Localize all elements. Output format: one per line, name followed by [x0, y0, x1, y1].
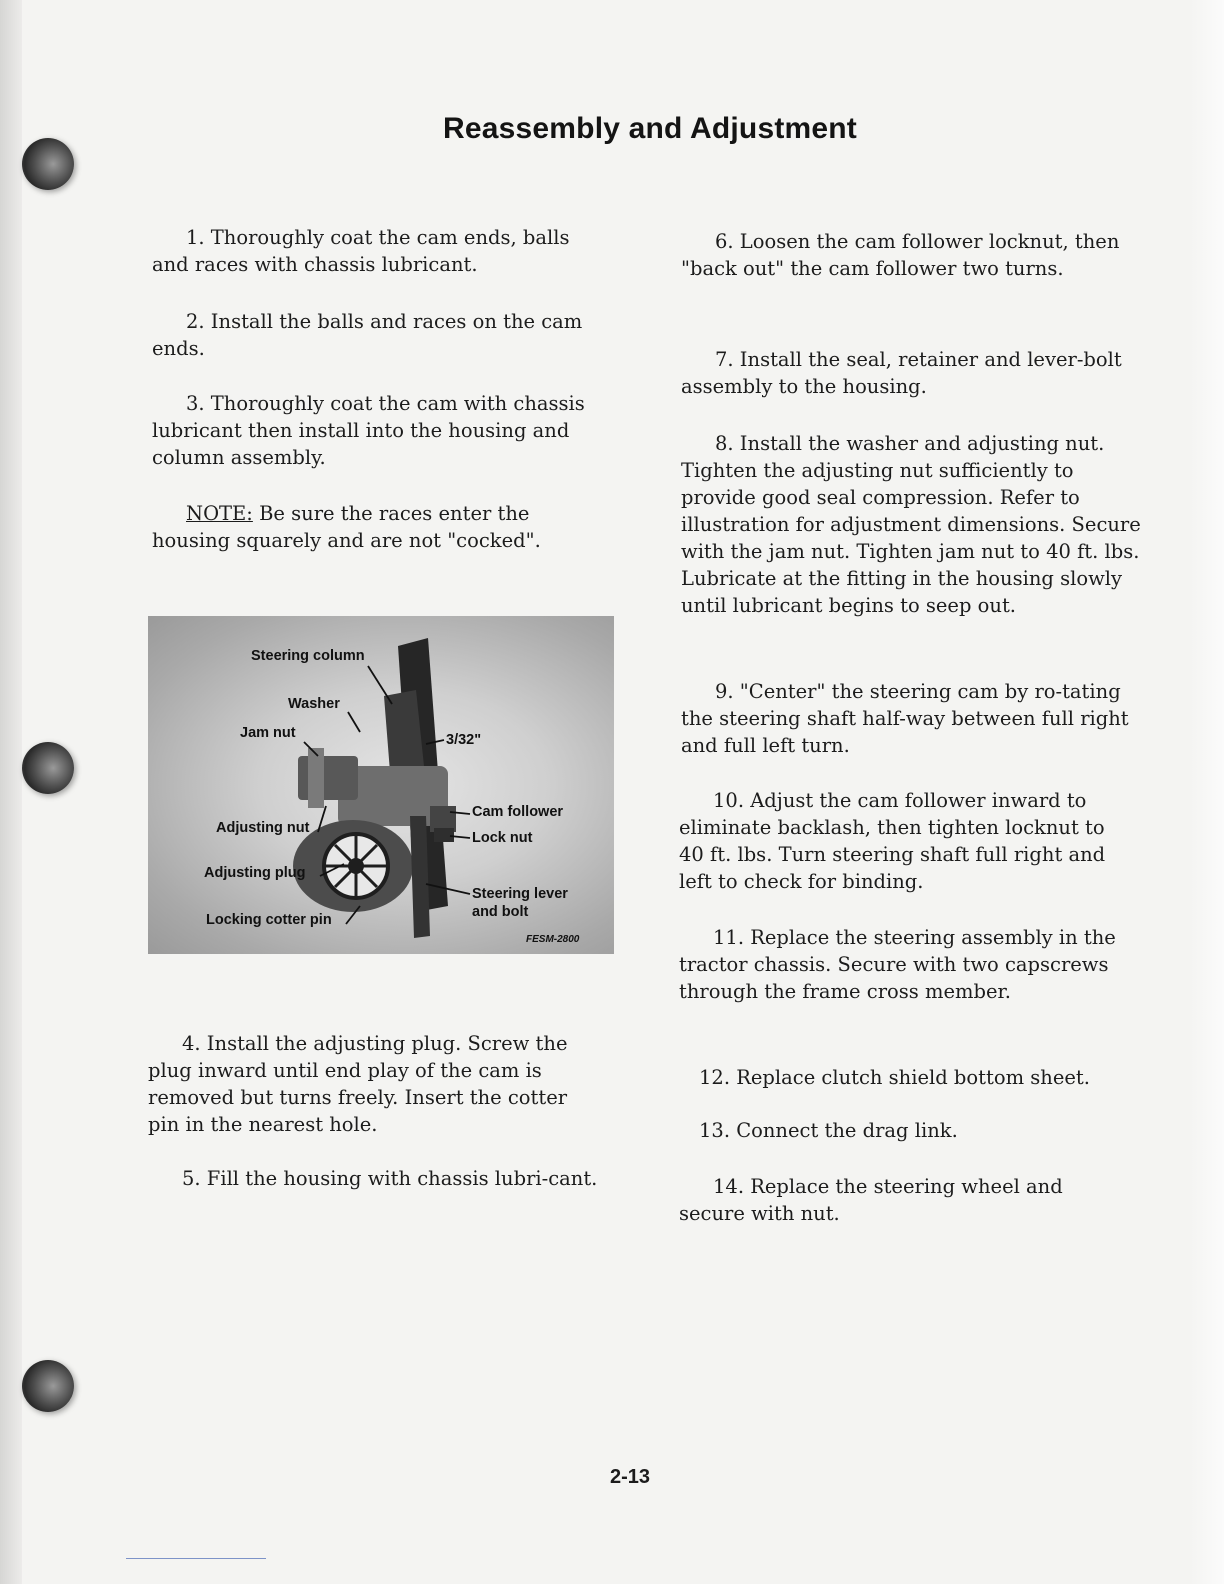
step-4: 4. Install the adjusting plug. Screw the plug inward until end play of the cam is removed but turns freely. Insert the cotter pin in the nearest hole. [148, 1032, 568, 1136]
lock-nut-shape [434, 828, 454, 842]
page-left-edge [0, 0, 22, 1584]
step-6: 6. Loosen the cam follower locknut, then "back out" the cam follower two turns. [681, 230, 1120, 280]
footer-rule [126, 1558, 266, 1559]
step-14: 14. Replace the steering wheel and secure with nut. [679, 1175, 1063, 1225]
label-cam-follower: Cam follower [472, 804, 564, 820]
binder-hole-bottom [22, 1360, 74, 1412]
label-lock-nut: Lock nut [472, 830, 533, 846]
page-title: Reassembly and Adjustment [443, 112, 857, 145]
label-adjusting-plug: Adjusting plug [204, 865, 306, 881]
note [152, 500, 602, 554]
washer-shape [308, 748, 324, 808]
step-2: 2. Install the balls and races on the cam ends. [152, 310, 583, 360]
steering-assembly-drawing [148, 616, 614, 954]
step-3: 3. Thoroughly coat the cam with chassis lubricant then install into the housing and column assembly. [152, 392, 585, 469]
note-label: NOTE: [186, 502, 253, 525]
step-12: 12. Replace clutch shield bottom sheet. [699, 1066, 1090, 1089]
step-1: 1. Thoroughly coat the cam ends, balls and races with chassis lubricant. [152, 226, 570, 276]
step-5: 5. Fill the housing with chassis lubri-cant. [182, 1167, 598, 1190]
label-locking-cotter-pin: Locking cotter pin [206, 912, 332, 928]
step-9: 9. "Center" the steering cam by ro-tating the steering shaft half-way between full right and full left turn. [681, 680, 1129, 757]
binder-hole-middle [22, 742, 74, 794]
step-13: 13. Connect the drag link. [699, 1119, 958, 1142]
label-dimension: 3/32" [446, 732, 482, 748]
label-jam-nut: Jam nut [240, 725, 296, 741]
note-text: Be sure the races enter the housing squarely and are not "cocked". [152, 502, 541, 552]
step-7: 7. Install the seal, retainer and lever-bolt assembly to the housing. [681, 348, 1122, 398]
label-adjusting-nut: Adjusting nut [216, 820, 310, 836]
steering-assembly-figure [148, 616, 614, 954]
page-number: 2-13 [610, 1466, 651, 1488]
label-washer: Washer [288, 696, 340, 712]
label-steering-lever-bolt: and bolt [472, 904, 529, 920]
label-steering-column: Steering column [251, 648, 365, 664]
label-steering-lever: Steering lever [472, 886, 568, 902]
figure-id: FESM-2800 [526, 934, 580, 945]
jam-nut-shape [298, 756, 358, 800]
page-right-edge [1190, 0, 1224, 1584]
step-8: 8. Install the washer and adjusting nut. Tighten the adjusting nut sufficiently to provide good seal compression. Refer to illustration for adjustment dimensions. Secure with the jam nut. Tighten jam nut to 40 ft. lbs. Lubricate at the fitting in the housing slowly until lubricant begins to seep out. [681, 432, 1141, 617]
step-10: 10. Adjust the cam follower inward to eliminate backlash, then tighten locknut to 40 ft. lbs. Turn steering shaft full right and left to check for binding. [679, 789, 1106, 893]
step-11: 11. Replace the steering assembly in the tractor chassis. Secure with two capscrews through the frame cross member. [679, 926, 1116, 1003]
